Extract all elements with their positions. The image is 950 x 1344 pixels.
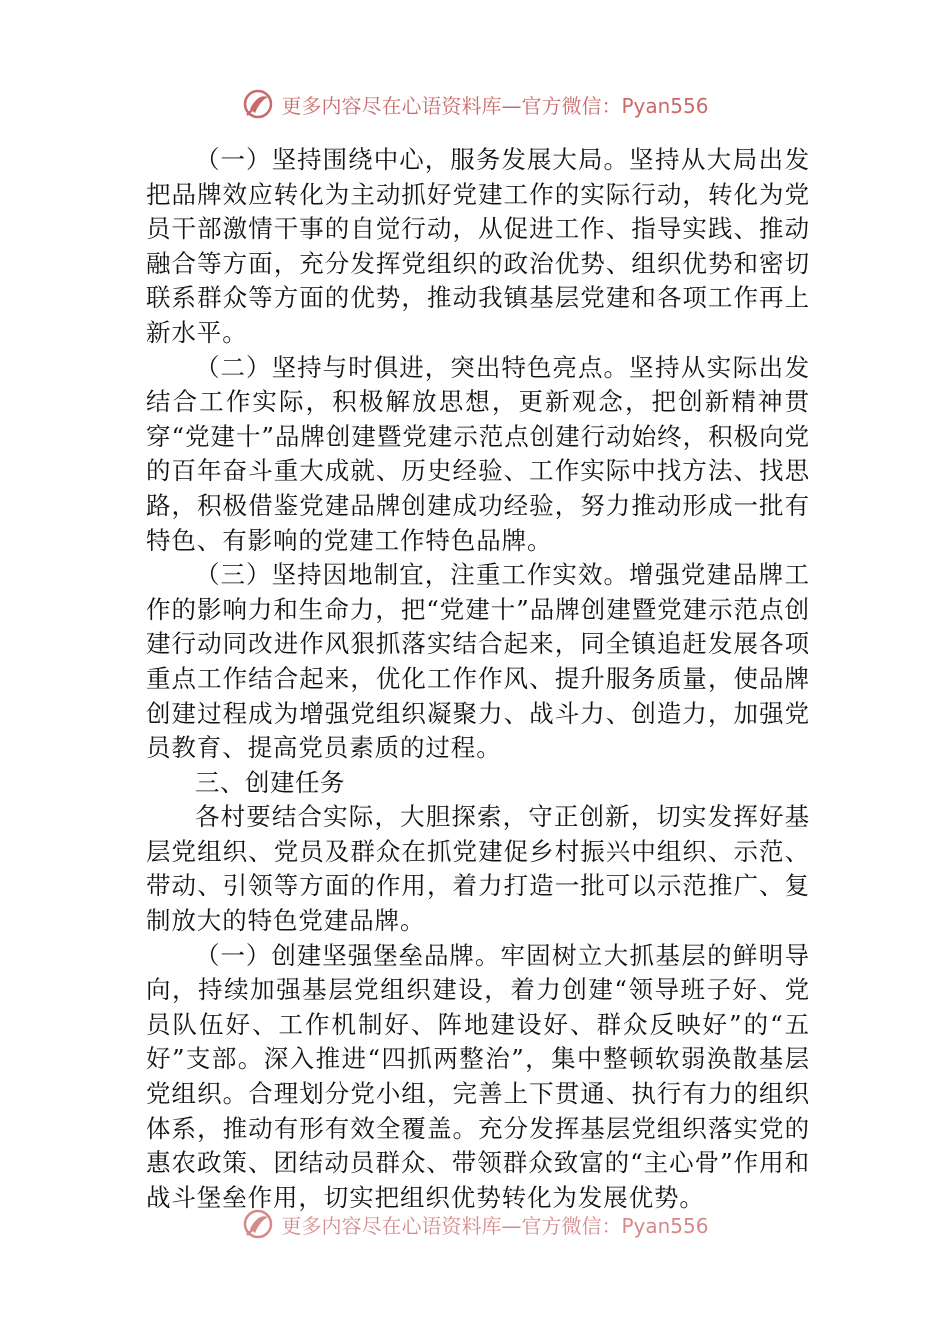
watermark-header bbox=[0, 84, 950, 124]
paragraph-lead: （一）坚持围绕中心，服务发展大局。 bbox=[195, 145, 630, 174]
watermark-footer bbox=[0, 1204, 950, 1244]
paragraph bbox=[146, 143, 810, 351]
watermark-text: 更多内容尽在心语资料库—官方微信：Pyan556 bbox=[281, 93, 709, 118]
paragraph bbox=[146, 558, 810, 766]
section-heading: 三、创建任务 bbox=[195, 767, 345, 797]
paragraph-body: 坚持从实际出发结合工作实际，积极解放思想，更新观念，把创新精神贯穿“党建十”品牌创建暨党建示范点创建行动始终，积极向党的百年奋斗重大成就、历史经验、工作实际中找方法、找思路，积极借鉴党建品牌创建成功经验，努力推动形成一批有特色、有影响的党建工作特色品牌。 bbox=[146, 352, 810, 555]
paragraph-body: 坚持从大局出发把品牌效应转化为主动抓好党建工作的实际行动，转化为党员干部激情干事的自觉行动，从促进工作、指导实践、推动融合等方面，充分发挥党组织的政治优势、组织优势和密切联系群众等方面的优势，推动我镇基层党建和各项工作再上新水平。 bbox=[146, 145, 810, 347]
brush-logo-icon bbox=[241, 87, 275, 121]
paragraph-lead: （二）坚持与时俱进，突出特色亮点。 bbox=[195, 352, 630, 382]
paragraph bbox=[146, 939, 810, 1216]
paragraph bbox=[146, 351, 810, 559]
paragraph-body: 增强党建品牌工作的影响力和生命力，把“党建十”品牌创建暨党建示范点创建行动同改进作风狠抓落实结合起来，同全镇追赶发展各项重点工作结合起来，优化工作作风、提升服务质量，使品牌创建过程成为增强党组织凝聚力、战斗力、创造力，加强党员教育、提高党员素质的过程。 bbox=[146, 560, 810, 763]
document-body bbox=[146, 143, 810, 1215]
brush-logo-icon bbox=[241, 1207, 275, 1241]
paragraph-body: 各村要结合实际，大胆探索，守正创新，切实发挥好基层党组织、党员及群众在抓党建促乡村振兴中组织、示范、带动、引领等方面的作用，着力打造一批可以示范推广、复制放大的特色党建品牌。 bbox=[146, 802, 810, 936]
paragraph-lead: （一）创建坚强堡垒品牌。 bbox=[195, 940, 501, 970]
paragraph bbox=[146, 800, 810, 938]
watermark-text: 更多内容尽在心语资料库—官方微信：Pyan556 bbox=[281, 1213, 709, 1238]
paragraph-lead: （三）坚持因地制宜，注重工作实效。 bbox=[195, 560, 630, 590]
paragraph-body: 牢固树立大抓基层的鲜明导向，持续加强基层党组织建设，着力创建“领导班子好、党员队伍好、工作机制好、阵地建设好、群众反映好”的“五好”支部。深入推进“四抓两整治”，集中整顿软弱涣散基层党组织。合理划分党小组，完善上下贯通、执行有力的组织体系，推动有形有效全覆盖。充分发挥基层党组织落实党的惠农政策、团结动员群众、带领群众致富的“主心骨”作用和战斗堡垒作用，切实把组织优势转化为发展优势。 bbox=[146, 940, 810, 1212]
